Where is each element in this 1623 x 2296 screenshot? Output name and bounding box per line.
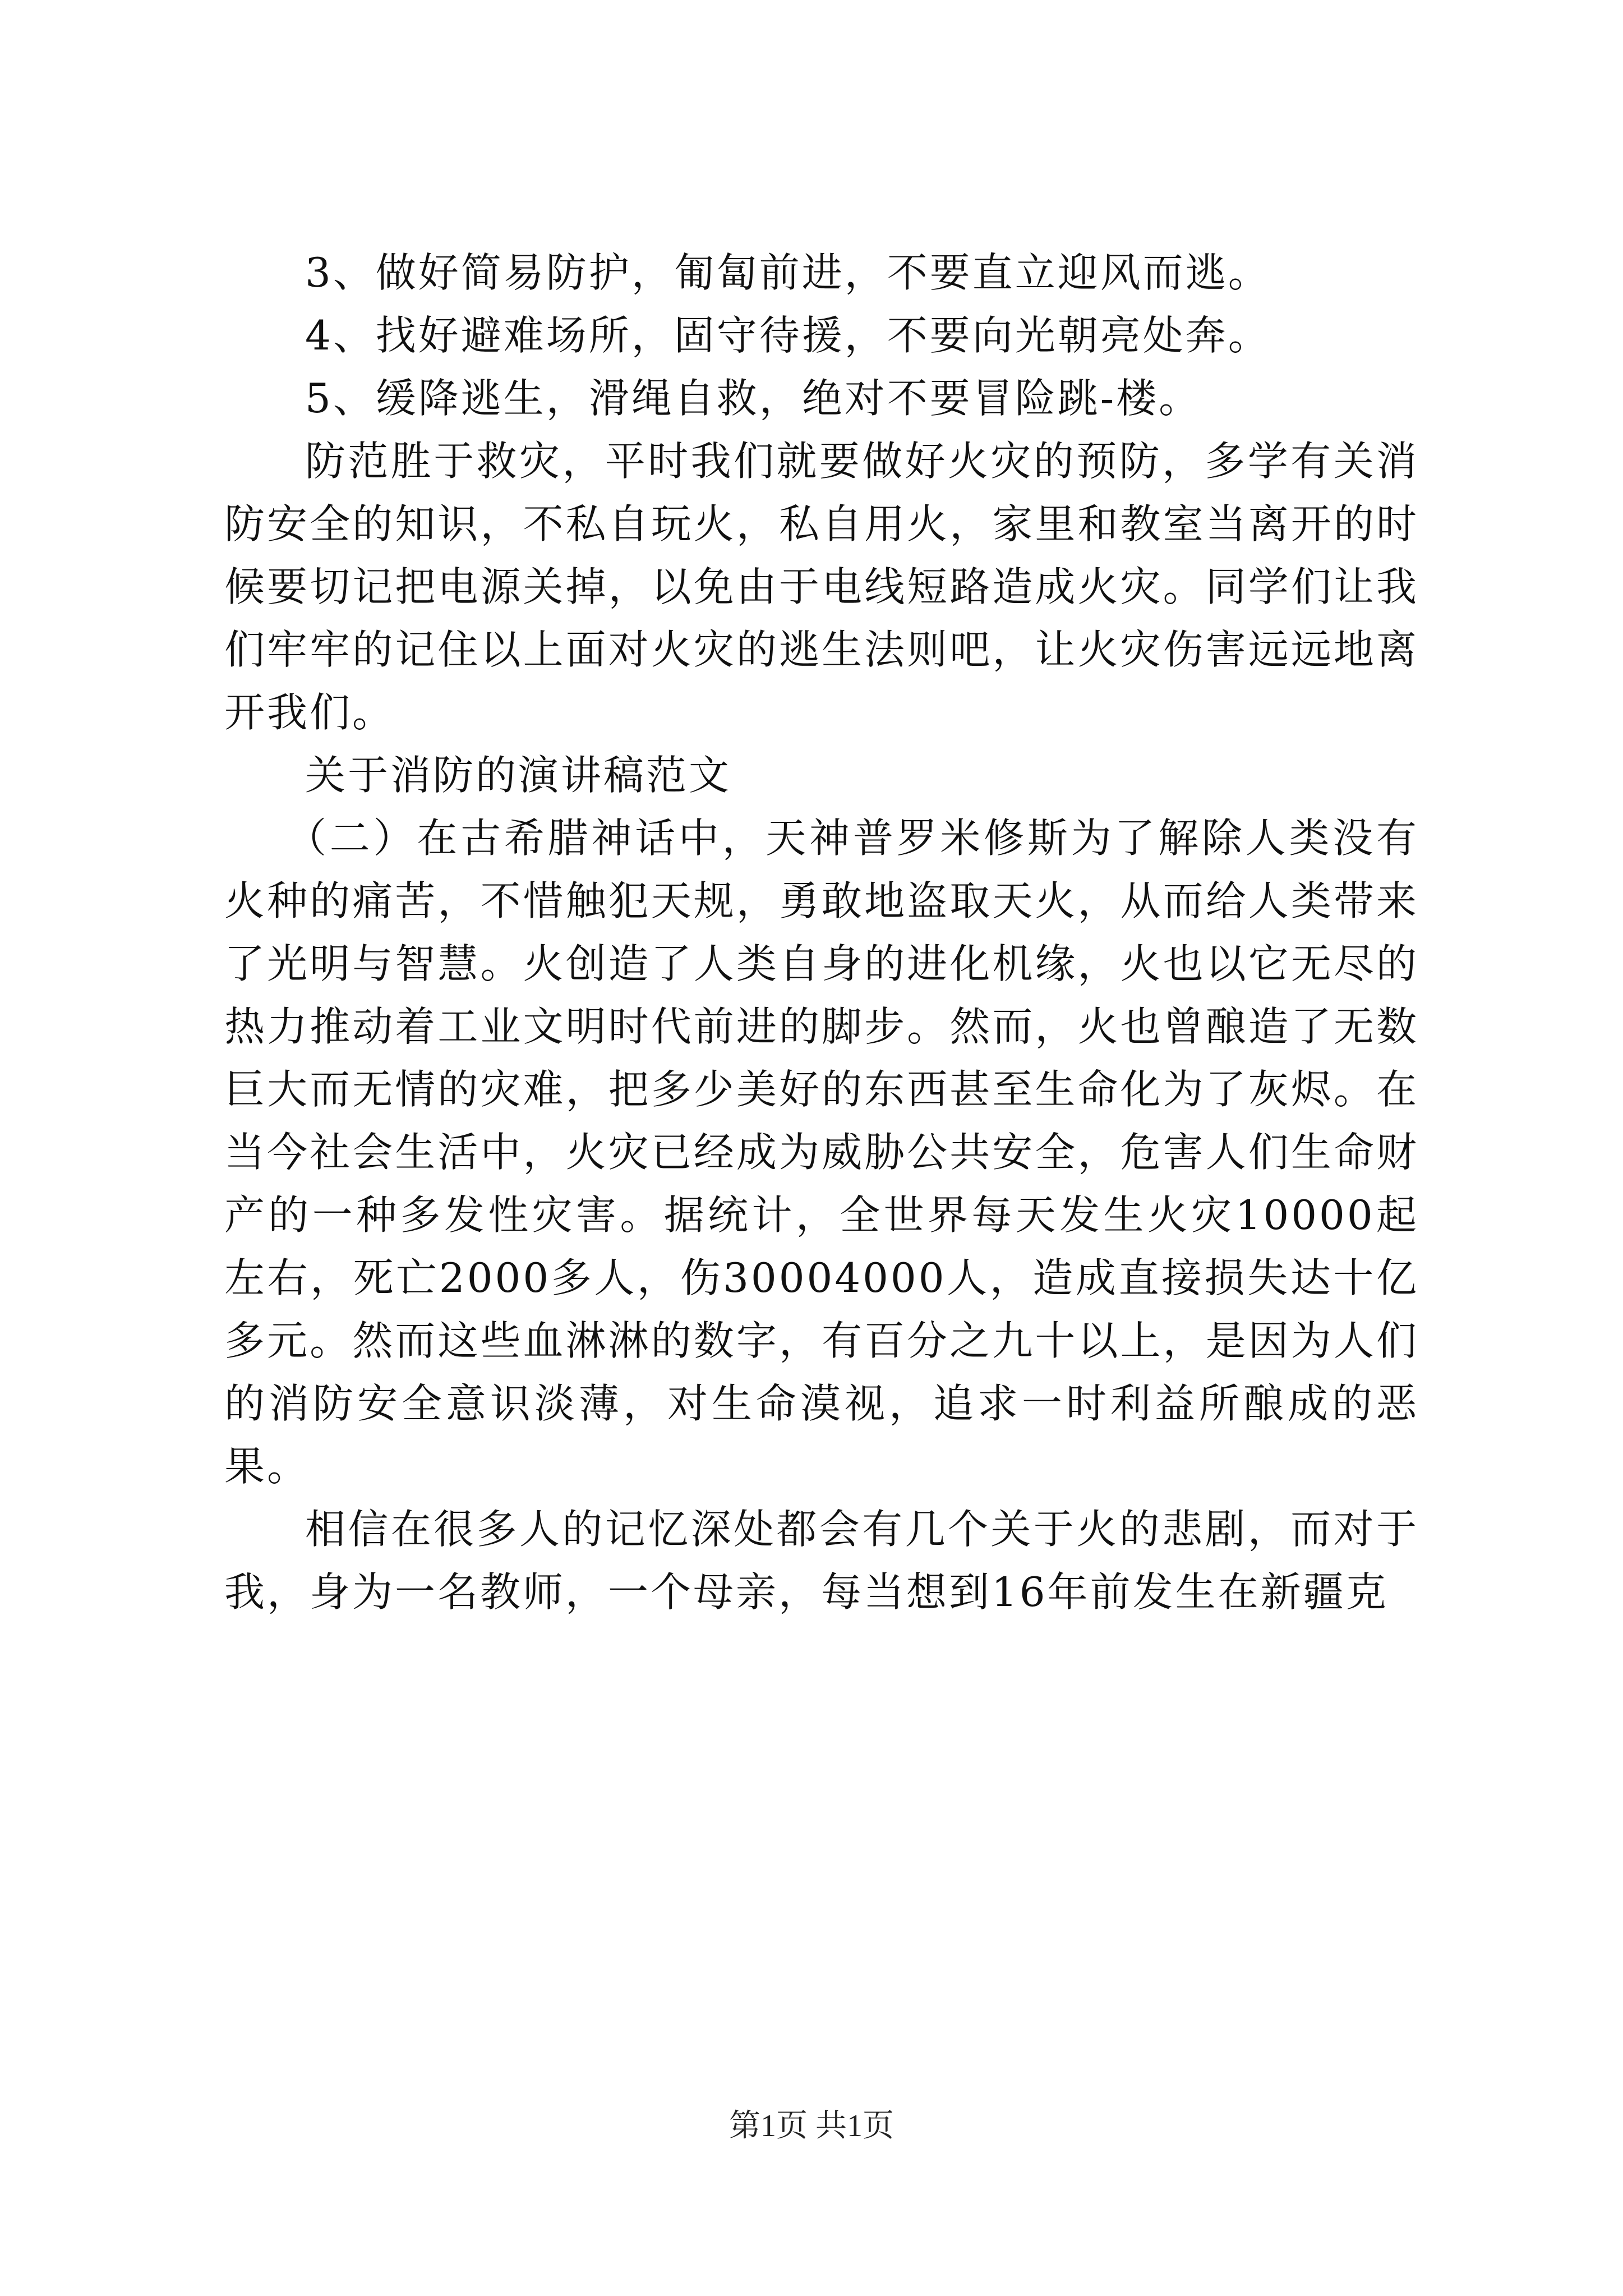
page-number-footer: 第1页 共1页 [729,2109,894,2143]
section-heading: 关于消防的演讲稿范文 [305,752,732,799]
list-item-3: 3、做好简易防护，匍匐前进，不要直立迎风而逃。 [305,249,1271,296]
list-item-4: 4、找好避难场所，固守待援，不要向光朝亮处奔。 [305,312,1271,359]
document-body [224,241,1419,1623]
prevention-paragraph: 防范胜于救灾，平时我们就要做好火灾的预防，多学有关消防安全的知识，不私自玩火，私自用火，家里和教室当离开的时候要切记把电源关掉，以免由于电线短路造成火灾。同学们让我们牢牢的记住以上面对火灾的逃生法则吧，让火灾伤害远远地离开我们。 [224,438,1419,736]
section-two-paragraph: （二）在古希腊神话中，天神普罗米修斯为了解除人类没有火种的痛苦，不惜触犯天规，勇敢地盗取天火，从而给人类带来了光明与智慧。火创造了人类自身的进化机缘，火也以它无尽的热力推动着工业文明时代前进的脚步。然而，火也曾酿造了无数巨大而无情的灾难，把多少美好的东西甚至生命化为了灰烬。在当今社会生活中，火灾已经成为威胁公共安全，危害人们生命财产的一种多发性灾害。据统计，全世界每天发生火灾10000起左右，死亡2000多人，伤30004000人，造成直接损失达十亿多元。然而这些血淋淋的数字，有百分之九十以上，是因为人们的消防安全意识淡薄，对生命漠视，追求一时利益所酿成的恶果。 [224,815,1419,1490]
memory-paragraph: 相信在很多人的记忆深处都会有几个关于火的悲剧，而对于我，身为一名教师，一个母亲，每当想到16年前发生在新疆克 [224,1506,1419,1616]
list-item-5: 5、缓降逃生，滑绳自救，绝对不要冒险跳-楼。 [305,375,1202,422]
